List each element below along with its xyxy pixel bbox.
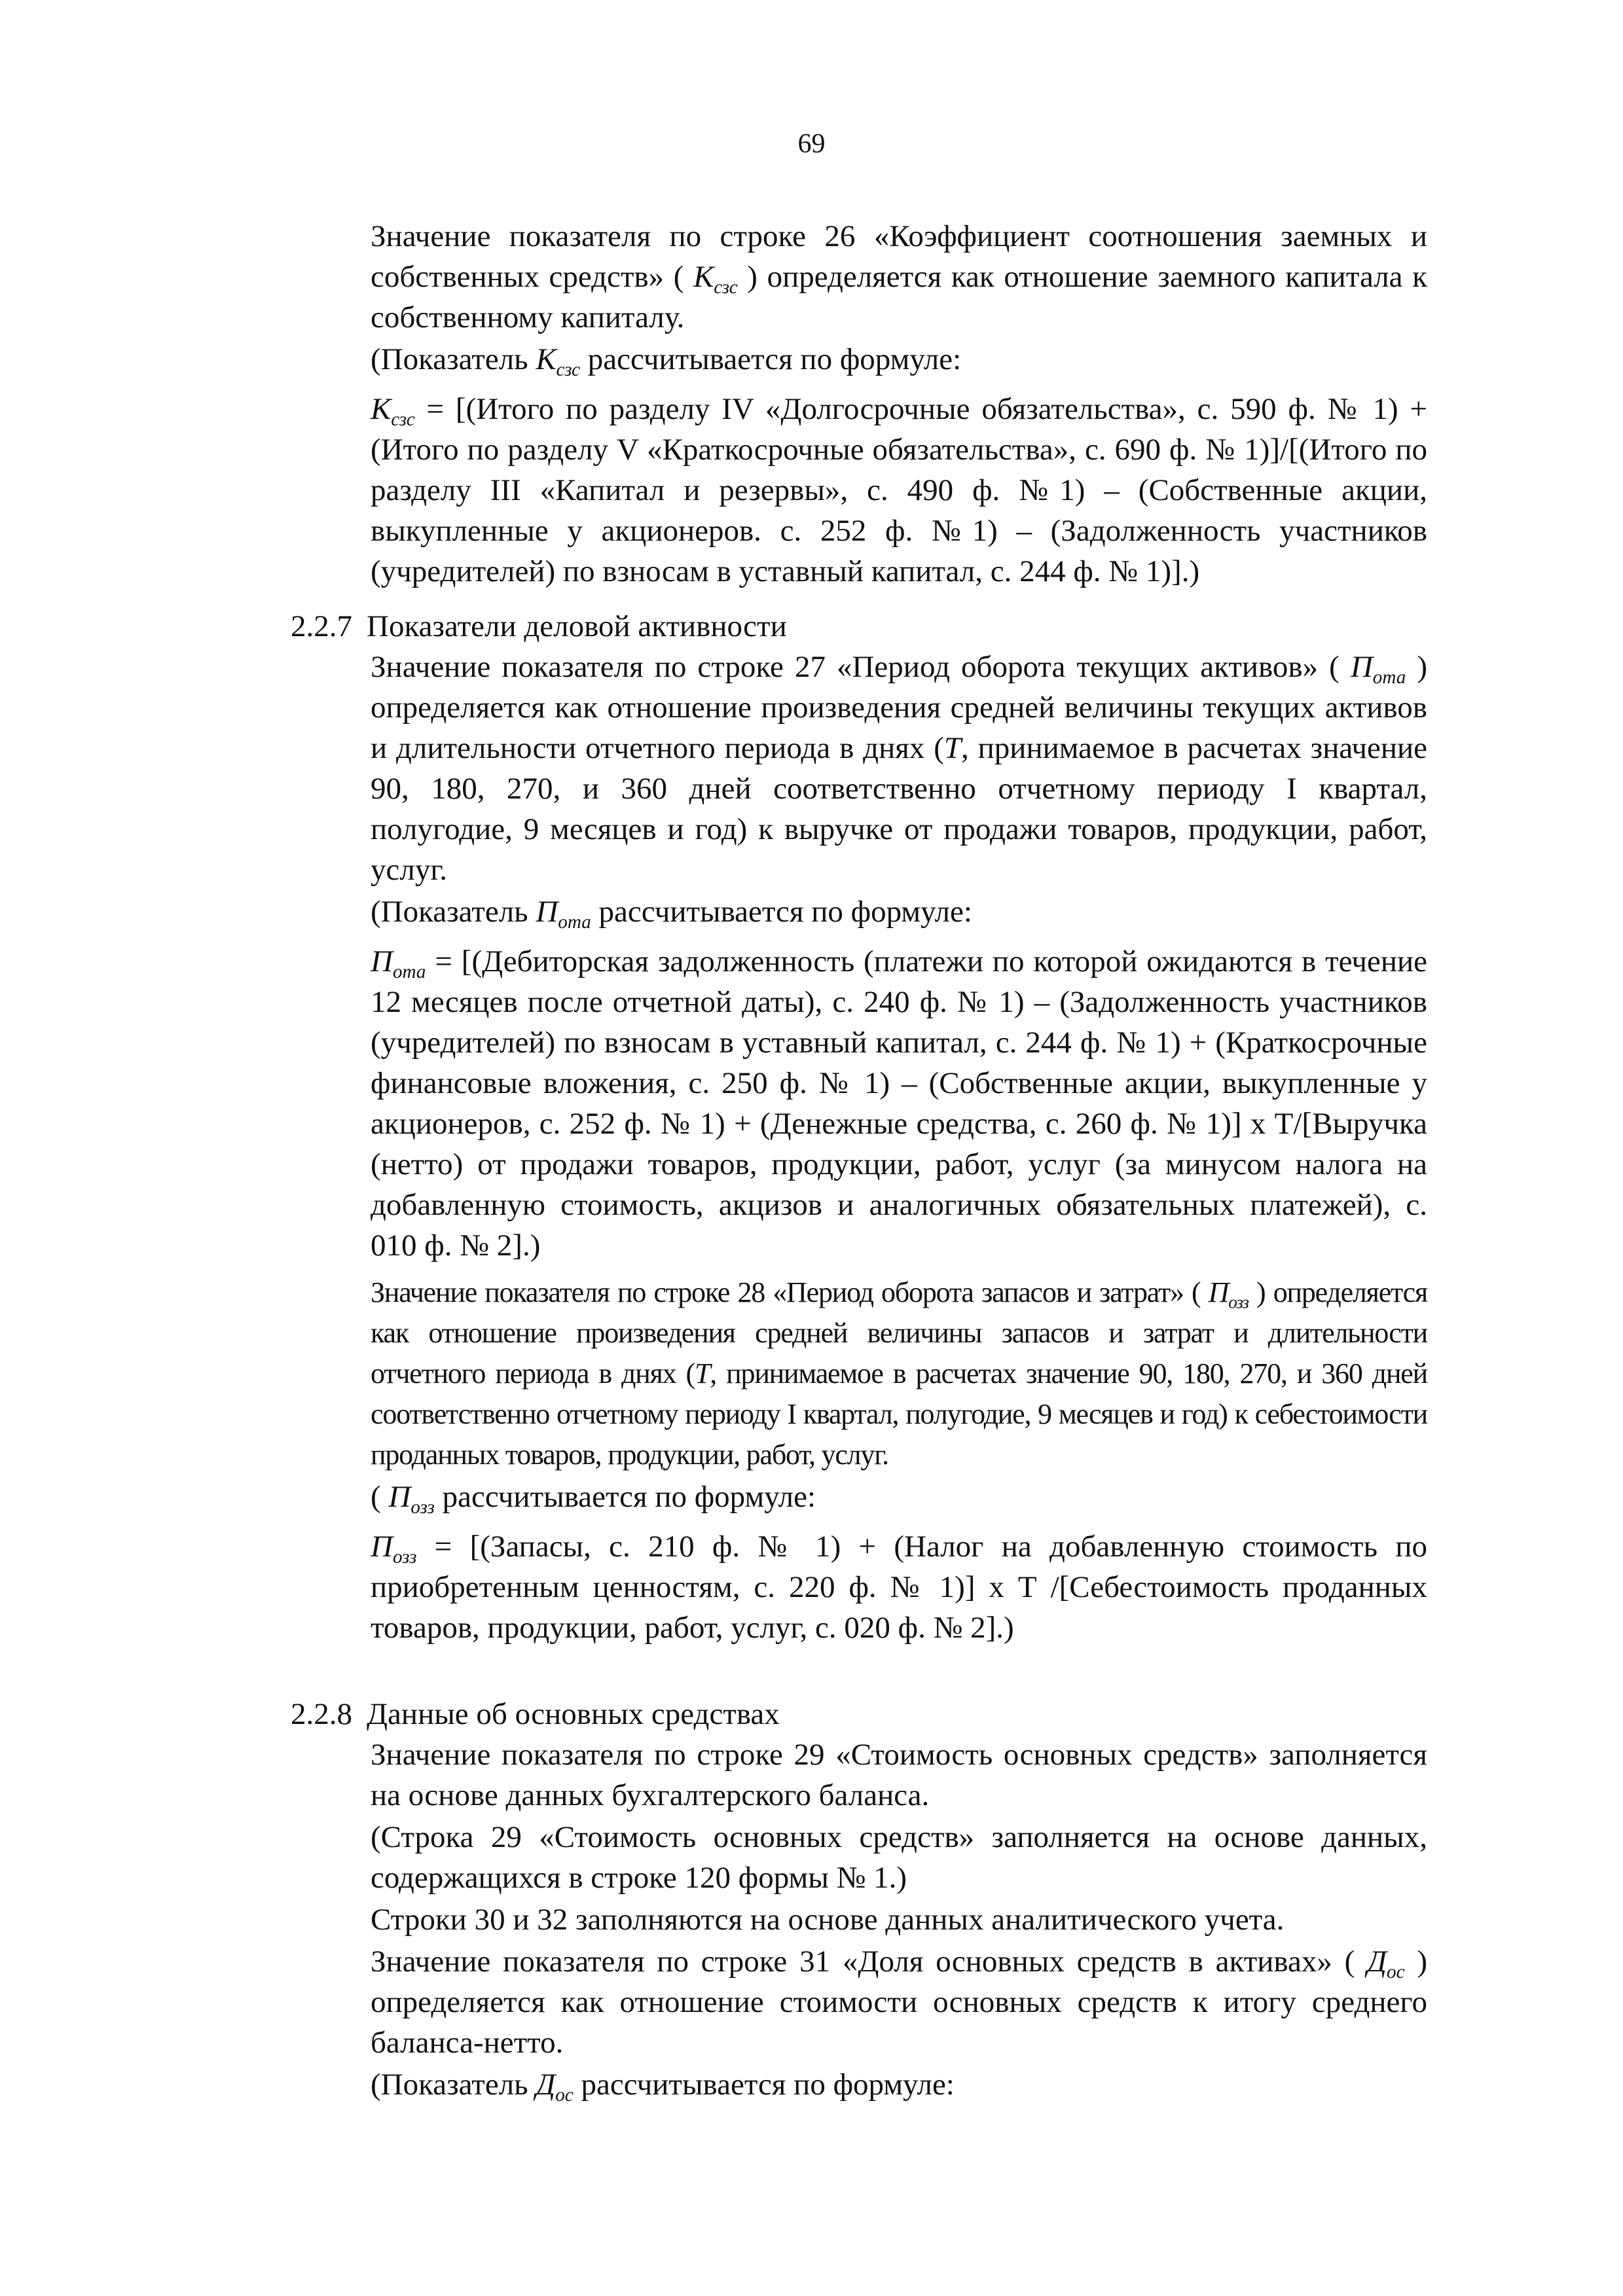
page-body [291,216,1427,2106]
paragraph: Значение показателя по строке 26 «Коэффициент соотношения заемных и собственных средств» ( $К_{сзс}$ ) определяется как отношение заемного капитала к собственному капиталу. [371,219,1427,334]
paragraph: (Строка 29 «Стоимость основных средств» заполняется на основе данных, содержащихся в строке 120 формы № 1.) [371,1820,1427,1895]
formula-k-szs: $К_{сзс}$ = [(Итого по разделу IV «Долгосрочные обязательства», с. 590 ф. № 1) + (Итого по разделу V «Краткосрочные обязательства», с. 690 ф. № 1)]/[(Итого по разделу III «Капитал и резервы», с. 490 ф. №1) – (Собственные акции, выкупленные у акционеров. с. 252 ф. №1) – (Задолженность участников (учредителей) по взносам в уставный капитал, с. 244 ф. № 1)].) [371,392,1427,588]
paragraph: (Показатель $К_{сзс}$ рассчитывается по формуле: [371,342,962,381]
paragraph: Значение показателя по строке 31 «Доля основных средств в активах» ( $Д_{ос}$ ) определяется как отношение стоимости основных средств к итогу среднего баланса-нетто. [371,1945,1427,2060]
section-title: Показатели деловой активности [367,609,787,643]
math-symbol: $Д_{ос}$ [1367,1945,1405,1983]
paragraph: (Показатель $Д_{ос}$ рассчитывается по формуле: [371,2068,955,2106]
section-heading [291,1694,1427,1734]
page-number: 69 [797,129,826,159]
formula-p-ozz: $П_{озз}$ = [(Запасы, с. 210 ф. № 1) + (Налог на добавленную стоимость по приобретенным ценностям, с. 220 ф. № 1)] х Т /[Себестоимость проданных товаров, продукции, работ, услуг, с. 020 ф. № 2].) [371,1530,1427,1645]
math-symbol: $П_{ота}$ [536,895,591,933]
math-symbol: $П_{озз}$ [1208,1276,1249,1312]
section-number: 2.2.8 [291,1697,352,1731]
math-symbol: $К_{сзс}$ [536,342,580,381]
math-t: Т [694,1357,710,1390]
paragraph: (Показатель $П_{ота}$ рассчитывается по формуле: [371,895,972,933]
paragraph: Значение показателя по строке 27 «Период оборота текущих активов» ( $П_{ота}$ ) определяется как отношение произведения средней величины текущих активов и длительности отчетного периода в днях (Т, принимаемое в расчетах значение 90, 180, 270, и 360 дней соответственно отчетному периоду I квартал, полугодие, 9 месяцев и год) к выручке от продажи товаров, продукции, работ, услуг. [371,650,1427,887]
formula-p-ota: $П_{ота}$ = [(Дебиторская задолженность (платежи по которой ожидаются в течение 12 месяцев после отчетной даты), с. 240 ф. № 1) – (Задолженность участников (учредителей) по взносам в уставный капитал, с. 244 ф. № 1) + (Краткосрочные финансовые вложения, с. 250 ф. № 1) – (Собственные акции, выкупленные у акционеров, с. 252 ф. № 1) + (Денежные средства, с. 260 ф. № 1)] х Т/[Выручка (нетто) от продажи товаров, продукции, работ, услуг (за минусом налога на добавленную стоимость, акцизов и аналогичных обязательных платежей), с. 010 ф. № 2].) [371,944,1427,1263]
math-symbol: $П_{ота}$ [371,944,426,983]
math-symbol: $К_{сзс}$ [371,392,415,431]
math-symbol: $П_{озз}$ [371,1530,417,1568]
paragraph: Строки 30 и 32 заполняются на основе данных аналитического учета. [371,1903,1285,1937]
math-symbol: $П_{озз}$ [388,1480,435,1518]
paragraph: Значение показателя по строке 29 «Стоимость основных средств» заполняется на основе данных бухгалтерского баланса. [371,1738,1427,1812]
math-symbol: $П_{ота}$ [1350,650,1406,689]
paragraph: Значение показателя по строке 28 «Период оборота запасов и затрат» ( $П_{озз}$ ) определяется как отношение произведения средней величины запасов и затрат и длительности отчетного периода в днях (Т, принимаемое в расчетах значение 90, 180, 270, и 360 дней соответственно отчетному периоду I квартал, полугодие, 9 месяцев и год) к себестоимости проданных товаров, продукции, работ, услуг. [371,1276,1427,1471]
paragraph: ( $П_{озз}$ рассчитывается по формуле: [371,1480,816,1518]
section-heading [291,606,1427,647]
math-symbol: $К_{сзс}$ [693,260,738,298]
math-symbol: $Д_{ос}$ [536,2068,574,2106]
math-t: Т [943,731,962,765]
section-number: 2.2.7 [291,609,352,643]
section-title: Данные об основных средствах [367,1697,780,1731]
